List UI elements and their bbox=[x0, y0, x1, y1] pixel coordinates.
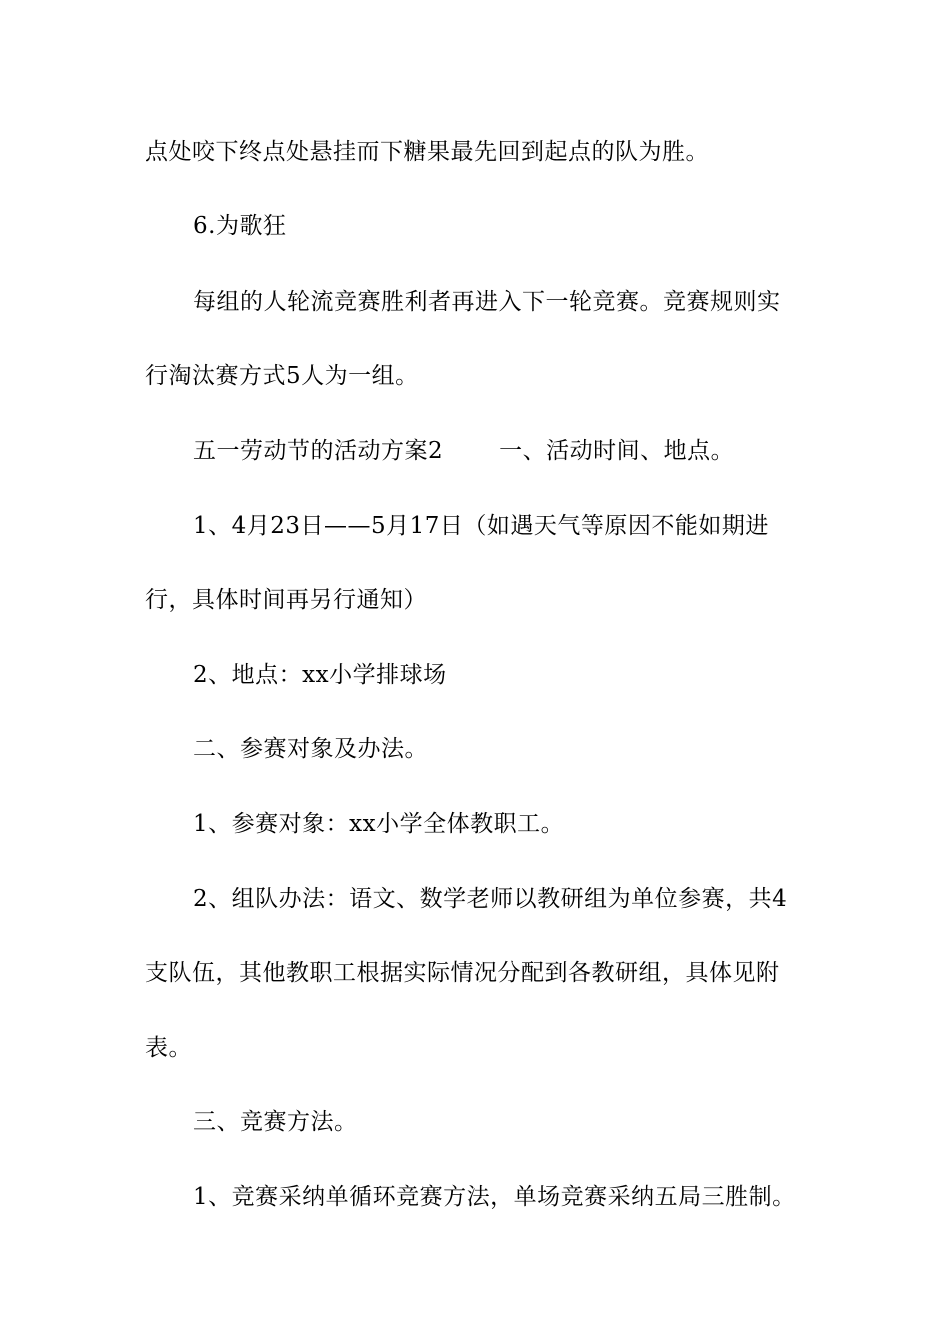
text-line: 点处咬下终点处悬挂而下糖果最先回到起点的队为胜。 bbox=[145, 139, 709, 165]
text-line: 行淘汰赛方式5人为一组。 bbox=[145, 363, 419, 389]
text-line: 1、竞赛采纳单循环竞赛方法，单场竞赛采纳五局三胜制。 bbox=[193, 1184, 796, 1210]
text-line: 行，具体时间再另行通知） bbox=[145, 587, 427, 613]
plan-title: 五一劳动节的活动方案2 bbox=[193, 438, 444, 464]
section-heading: 三、竞赛方法。 bbox=[193, 1109, 358, 1135]
section-heading: 6.为歌狂 bbox=[193, 213, 287, 239]
text-line: 表。 bbox=[145, 1035, 192, 1061]
section-heading: 一、活动时间、地点。 bbox=[499, 438, 735, 464]
text-line: 1、参赛对象：xx小学全体教职工。 bbox=[193, 811, 565, 837]
text-line: 2、组队办法：语文、数学老师以教研组为单位参赛，共4 bbox=[193, 886, 788, 912]
text-line: 每组的人轮流竞赛胜利者再进入下一轮竞赛。竞赛规则实 bbox=[193, 289, 781, 315]
section-heading: 二、参赛对象及办法。 bbox=[193, 736, 428, 762]
text-line: 1、4月23日——5月17日（如遇天气等原因不能如期进 bbox=[193, 513, 769, 539]
text-line: 支队伍，其他教职工根据实际情况分配到各教研组，具体见附 bbox=[145, 960, 780, 986]
text-line bbox=[193, 436, 863, 466]
text-line: 2、地点：xx小学排球场 bbox=[193, 662, 447, 688]
